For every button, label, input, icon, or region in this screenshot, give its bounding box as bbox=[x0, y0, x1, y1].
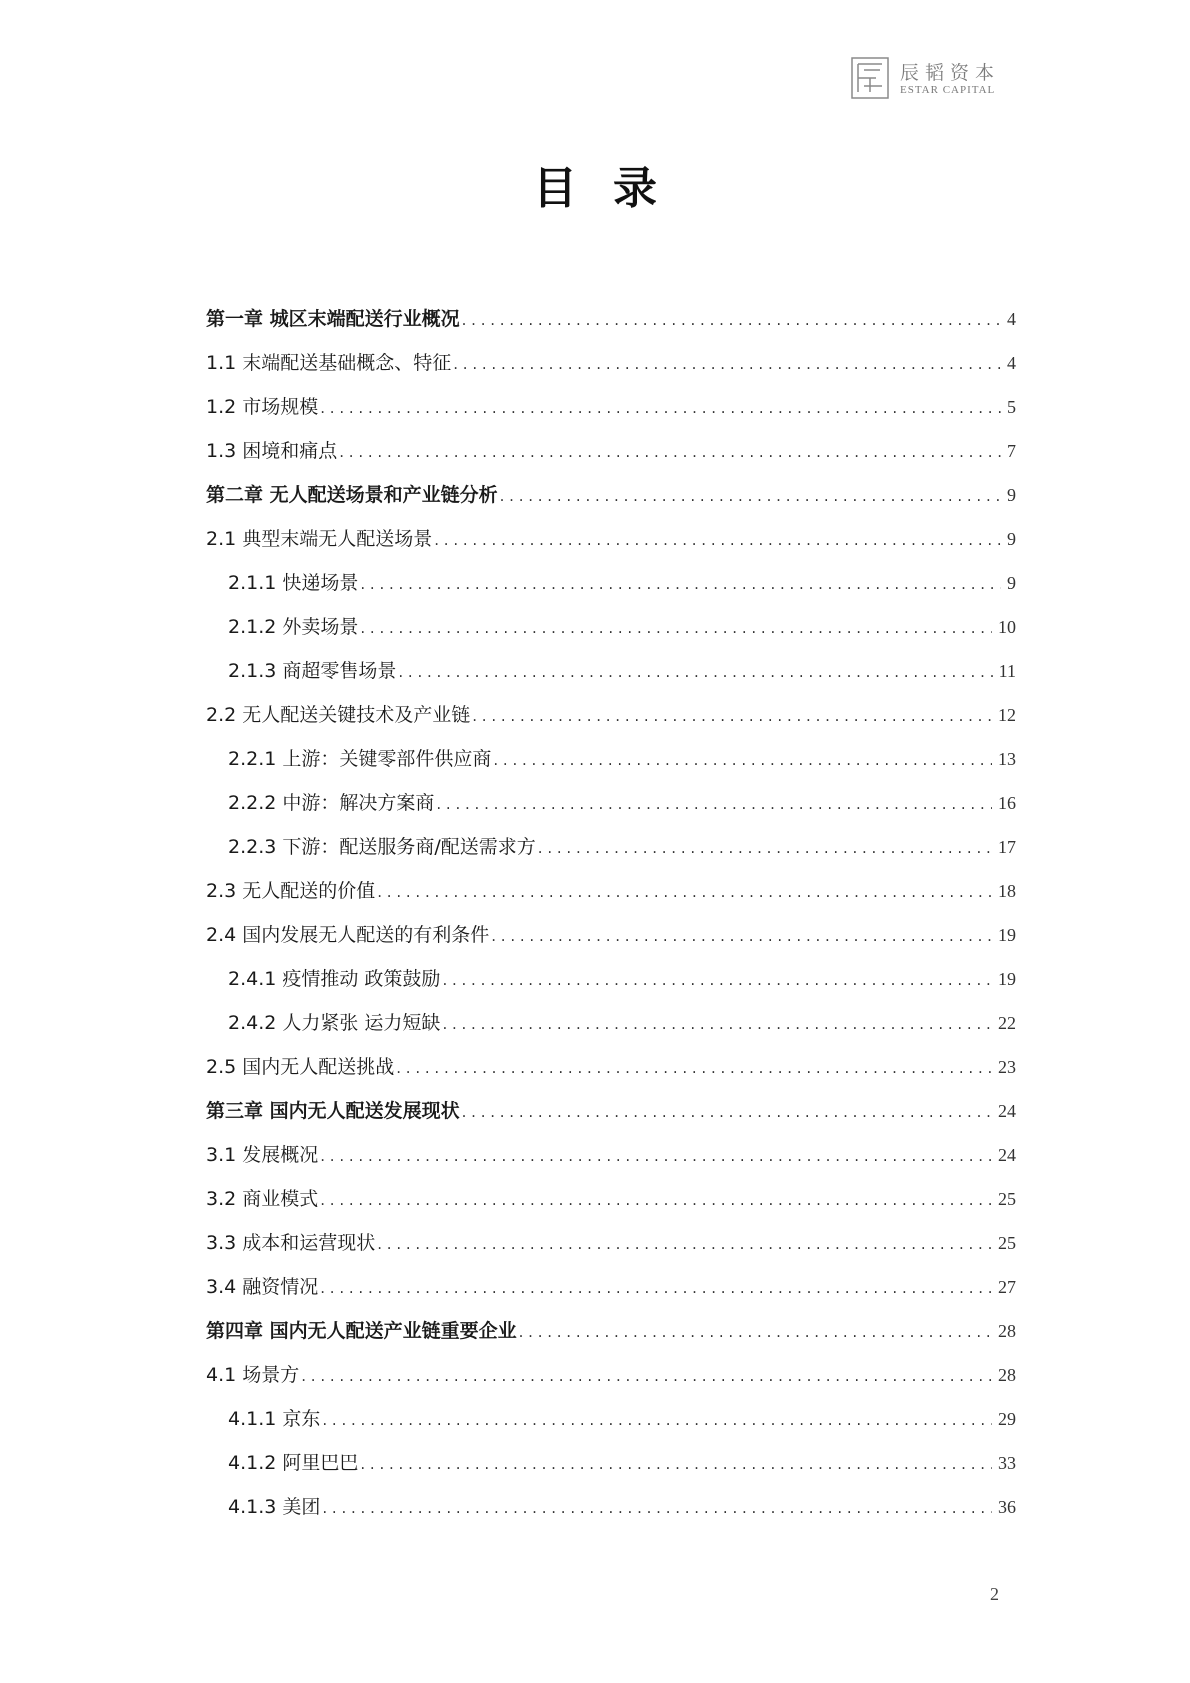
toc-entry-label: 2.1.1 快递场景 bbox=[228, 572, 359, 594]
toc-leader-dots bbox=[519, 1317, 992, 1347]
toc-entry-label: 2.1.3 商超零售场景 bbox=[228, 660, 397, 682]
toc-entry-page: 36 bbox=[998, 1497, 1016, 1517]
toc-entry-label: 第三章 国内无人配送发展现状 bbox=[206, 1100, 460, 1122]
toc-entry-label: 3.1 发展概况 bbox=[206, 1144, 319, 1166]
toc-entry-page: 9 bbox=[1007, 529, 1016, 549]
toc-entry-page: 24 bbox=[998, 1101, 1016, 1121]
toc-entry-label: 2.3 无人配送的价值 bbox=[206, 880, 376, 902]
toc-leader-dots bbox=[462, 305, 1001, 335]
toc-entry-label: 4.1 场景方 bbox=[206, 1364, 300, 1386]
toc-leader-dots bbox=[434, 525, 1001, 555]
toc-entry[interactable] bbox=[206, 436, 1016, 480]
toc-entry[interactable] bbox=[206, 920, 1016, 964]
toc-leader-dots bbox=[320, 1185, 992, 1215]
page-title: 目录 bbox=[533, 163, 693, 214]
toc-entry-page: 19 bbox=[998, 969, 1016, 989]
toc-entry-label: 2.2.2 中游：解决方案商 bbox=[228, 792, 435, 814]
toc-entry[interactable] bbox=[206, 524, 1016, 568]
toc-entry[interactable] bbox=[206, 1008, 1016, 1052]
toc-entry-page: 18 bbox=[998, 881, 1016, 901]
toc-entry[interactable] bbox=[206, 392, 1016, 436]
toc-entry-page: 33 bbox=[998, 1453, 1016, 1473]
toc-leader-dots bbox=[462, 1097, 992, 1127]
toc-entry[interactable] bbox=[206, 656, 1016, 700]
toc-entry-label: 3.3 成本和运营现状 bbox=[206, 1232, 376, 1254]
toc-entry[interactable] bbox=[206, 1184, 1016, 1228]
toc-entry-label: 第二章 无人配送场景和产业链分析 bbox=[206, 484, 498, 506]
toc-entry-page: 25 bbox=[998, 1189, 1016, 1209]
toc-entry-page: 5 bbox=[1007, 397, 1016, 417]
toc-leader-dots bbox=[493, 745, 992, 775]
toc-entry[interactable] bbox=[206, 348, 1016, 392]
toc-entry[interactable] bbox=[206, 788, 1016, 832]
toc-entry[interactable] bbox=[206, 1096, 1016, 1140]
toc-entry-page: 9 bbox=[1007, 573, 1016, 593]
toc-entry-page: 27 bbox=[998, 1277, 1016, 1297]
toc-entry-label: 1.2 市场规模 bbox=[206, 396, 319, 418]
toc-entry-page: 4 bbox=[1007, 309, 1016, 329]
toc-entry[interactable] bbox=[206, 480, 1016, 524]
toc-entry-label: 2.1 典型末端无人配送场景 bbox=[206, 528, 433, 550]
logo-chinese-name: 辰韬资本 bbox=[900, 62, 1001, 84]
toc-entry[interactable] bbox=[206, 1316, 1016, 1360]
toc-entry-page: 28 bbox=[998, 1321, 1016, 1341]
toc-entry-page: 16 bbox=[998, 793, 1016, 813]
toc-leader-dots bbox=[377, 877, 992, 907]
toc-leader-dots bbox=[322, 1405, 992, 1435]
toc-entry-page: 17 bbox=[998, 837, 1016, 857]
toc-leader-dots bbox=[500, 481, 1001, 511]
toc-entry[interactable] bbox=[206, 1360, 1016, 1404]
toc-entry-label: 4.1.2 阿里巴巴 bbox=[228, 1452, 359, 1474]
toc-leader-dots bbox=[320, 1273, 992, 1303]
toc-leader-dots bbox=[322, 1493, 992, 1523]
toc-leader-dots bbox=[339, 437, 1001, 467]
toc-leader-dots bbox=[453, 349, 1001, 379]
toc-entry-page: 24 bbox=[998, 1145, 1016, 1165]
toc-entry[interactable] bbox=[206, 1448, 1016, 1492]
toc-leader-dots bbox=[472, 701, 992, 731]
toc-leader-dots bbox=[320, 1141, 992, 1171]
toc-leader-dots bbox=[301, 1361, 992, 1391]
toc-leader-dots bbox=[442, 1009, 992, 1039]
toc-entry-label: 1.1 末端配送基础概念、特征 bbox=[206, 352, 452, 374]
toc-entry-page: 29 bbox=[998, 1409, 1016, 1429]
toc-entry[interactable] bbox=[206, 1228, 1016, 1272]
toc-entry-label: 2.4.1 疫情推动 政策鼓励 bbox=[228, 968, 441, 990]
toc-entry[interactable] bbox=[206, 1272, 1016, 1316]
toc-entry[interactable] bbox=[206, 1492, 1016, 1536]
toc-entry-label: 3.4 融资情况 bbox=[206, 1276, 319, 1298]
page-number: 2 bbox=[990, 1584, 999, 1604]
toc-entry[interactable] bbox=[206, 964, 1016, 1008]
toc-entry-label: 2.1.2 外卖场景 bbox=[228, 616, 359, 638]
toc-leader-dots bbox=[398, 657, 992, 687]
toc-entry-label: 4.1.3 美团 bbox=[228, 1496, 321, 1518]
toc-entry-label: 2.2.3 下游：配送服务商/配送需求方 bbox=[228, 836, 536, 858]
toc-entry-page: 11 bbox=[998, 661, 1016, 681]
toc-entry[interactable] bbox=[206, 568, 1016, 612]
table-of-contents bbox=[206, 304, 1016, 1536]
toc-leader-dots bbox=[491, 921, 992, 951]
toc-entry-page: 22 bbox=[998, 1013, 1016, 1033]
toc-leader-dots bbox=[442, 965, 992, 995]
toc-leader-dots bbox=[360, 613, 992, 643]
toc-entry-label: 1.3 困境和痛点 bbox=[206, 440, 338, 462]
toc-entry-page: 4 bbox=[1007, 353, 1016, 373]
toc-entry-label: 2.5 国内无人配送挑战 bbox=[206, 1056, 395, 1078]
toc-entry[interactable] bbox=[206, 700, 1016, 744]
toc-entry[interactable] bbox=[206, 304, 1016, 348]
toc-leader-dots bbox=[360, 569, 1001, 599]
toc-leader-dots bbox=[320, 393, 1001, 423]
toc-entry-page: 7 bbox=[1007, 441, 1016, 461]
toc-entry-label: 2.2 无人配送关键技术及产业链 bbox=[206, 704, 471, 726]
toc-entry-page: 28 bbox=[998, 1365, 1016, 1385]
toc-entry-label: 2.4 国内发展无人配送的有利条件 bbox=[206, 924, 490, 946]
toc-entry-page: 10 bbox=[998, 617, 1016, 637]
toc-leader-dots bbox=[396, 1053, 992, 1083]
toc-entry-label: 3.2 商业模式 bbox=[206, 1188, 319, 1210]
toc-leader-dots bbox=[436, 789, 992, 819]
toc-entry-page: 12 bbox=[998, 705, 1016, 725]
toc-leader-dots bbox=[377, 1229, 992, 1259]
toc-leader-dots bbox=[360, 1449, 992, 1479]
toc-leader-dots bbox=[538, 833, 992, 863]
toc-entry-label: 第一章 城区末端配送行业概况 bbox=[206, 308, 460, 330]
toc-entry[interactable] bbox=[206, 876, 1016, 920]
toc-entry-page: 13 bbox=[998, 749, 1016, 769]
toc-entry-page: 19 bbox=[998, 925, 1016, 945]
toc-entry-label: 2.2.1 上游：关键零部件供应商 bbox=[228, 748, 492, 770]
toc-entry-label: 2.4.2 人力紧张 运力短缺 bbox=[228, 1012, 441, 1034]
toc-entry[interactable] bbox=[206, 832, 1016, 876]
toc-entry[interactable] bbox=[206, 612, 1016, 656]
toc-entry[interactable] bbox=[206, 1052, 1016, 1096]
logo-english-name: ESTAR CAPITAL bbox=[900, 84, 996, 96]
toc-entry-page: 23 bbox=[998, 1057, 1016, 1077]
company-logo bbox=[850, 56, 1010, 102]
estar-capital-logo-icon bbox=[850, 56, 890, 100]
toc-entry[interactable] bbox=[206, 744, 1016, 788]
toc-entry[interactable] bbox=[206, 1404, 1016, 1448]
toc-entry-page: 25 bbox=[998, 1233, 1016, 1253]
toc-entry-label: 4.1.1 京东 bbox=[228, 1408, 321, 1430]
toc-entry[interactable] bbox=[206, 1140, 1016, 1184]
toc-entry-label: 第四章 国内无人配送产业链重要企业 bbox=[206, 1320, 517, 1342]
toc-entry-page: 9 bbox=[1007, 485, 1016, 505]
